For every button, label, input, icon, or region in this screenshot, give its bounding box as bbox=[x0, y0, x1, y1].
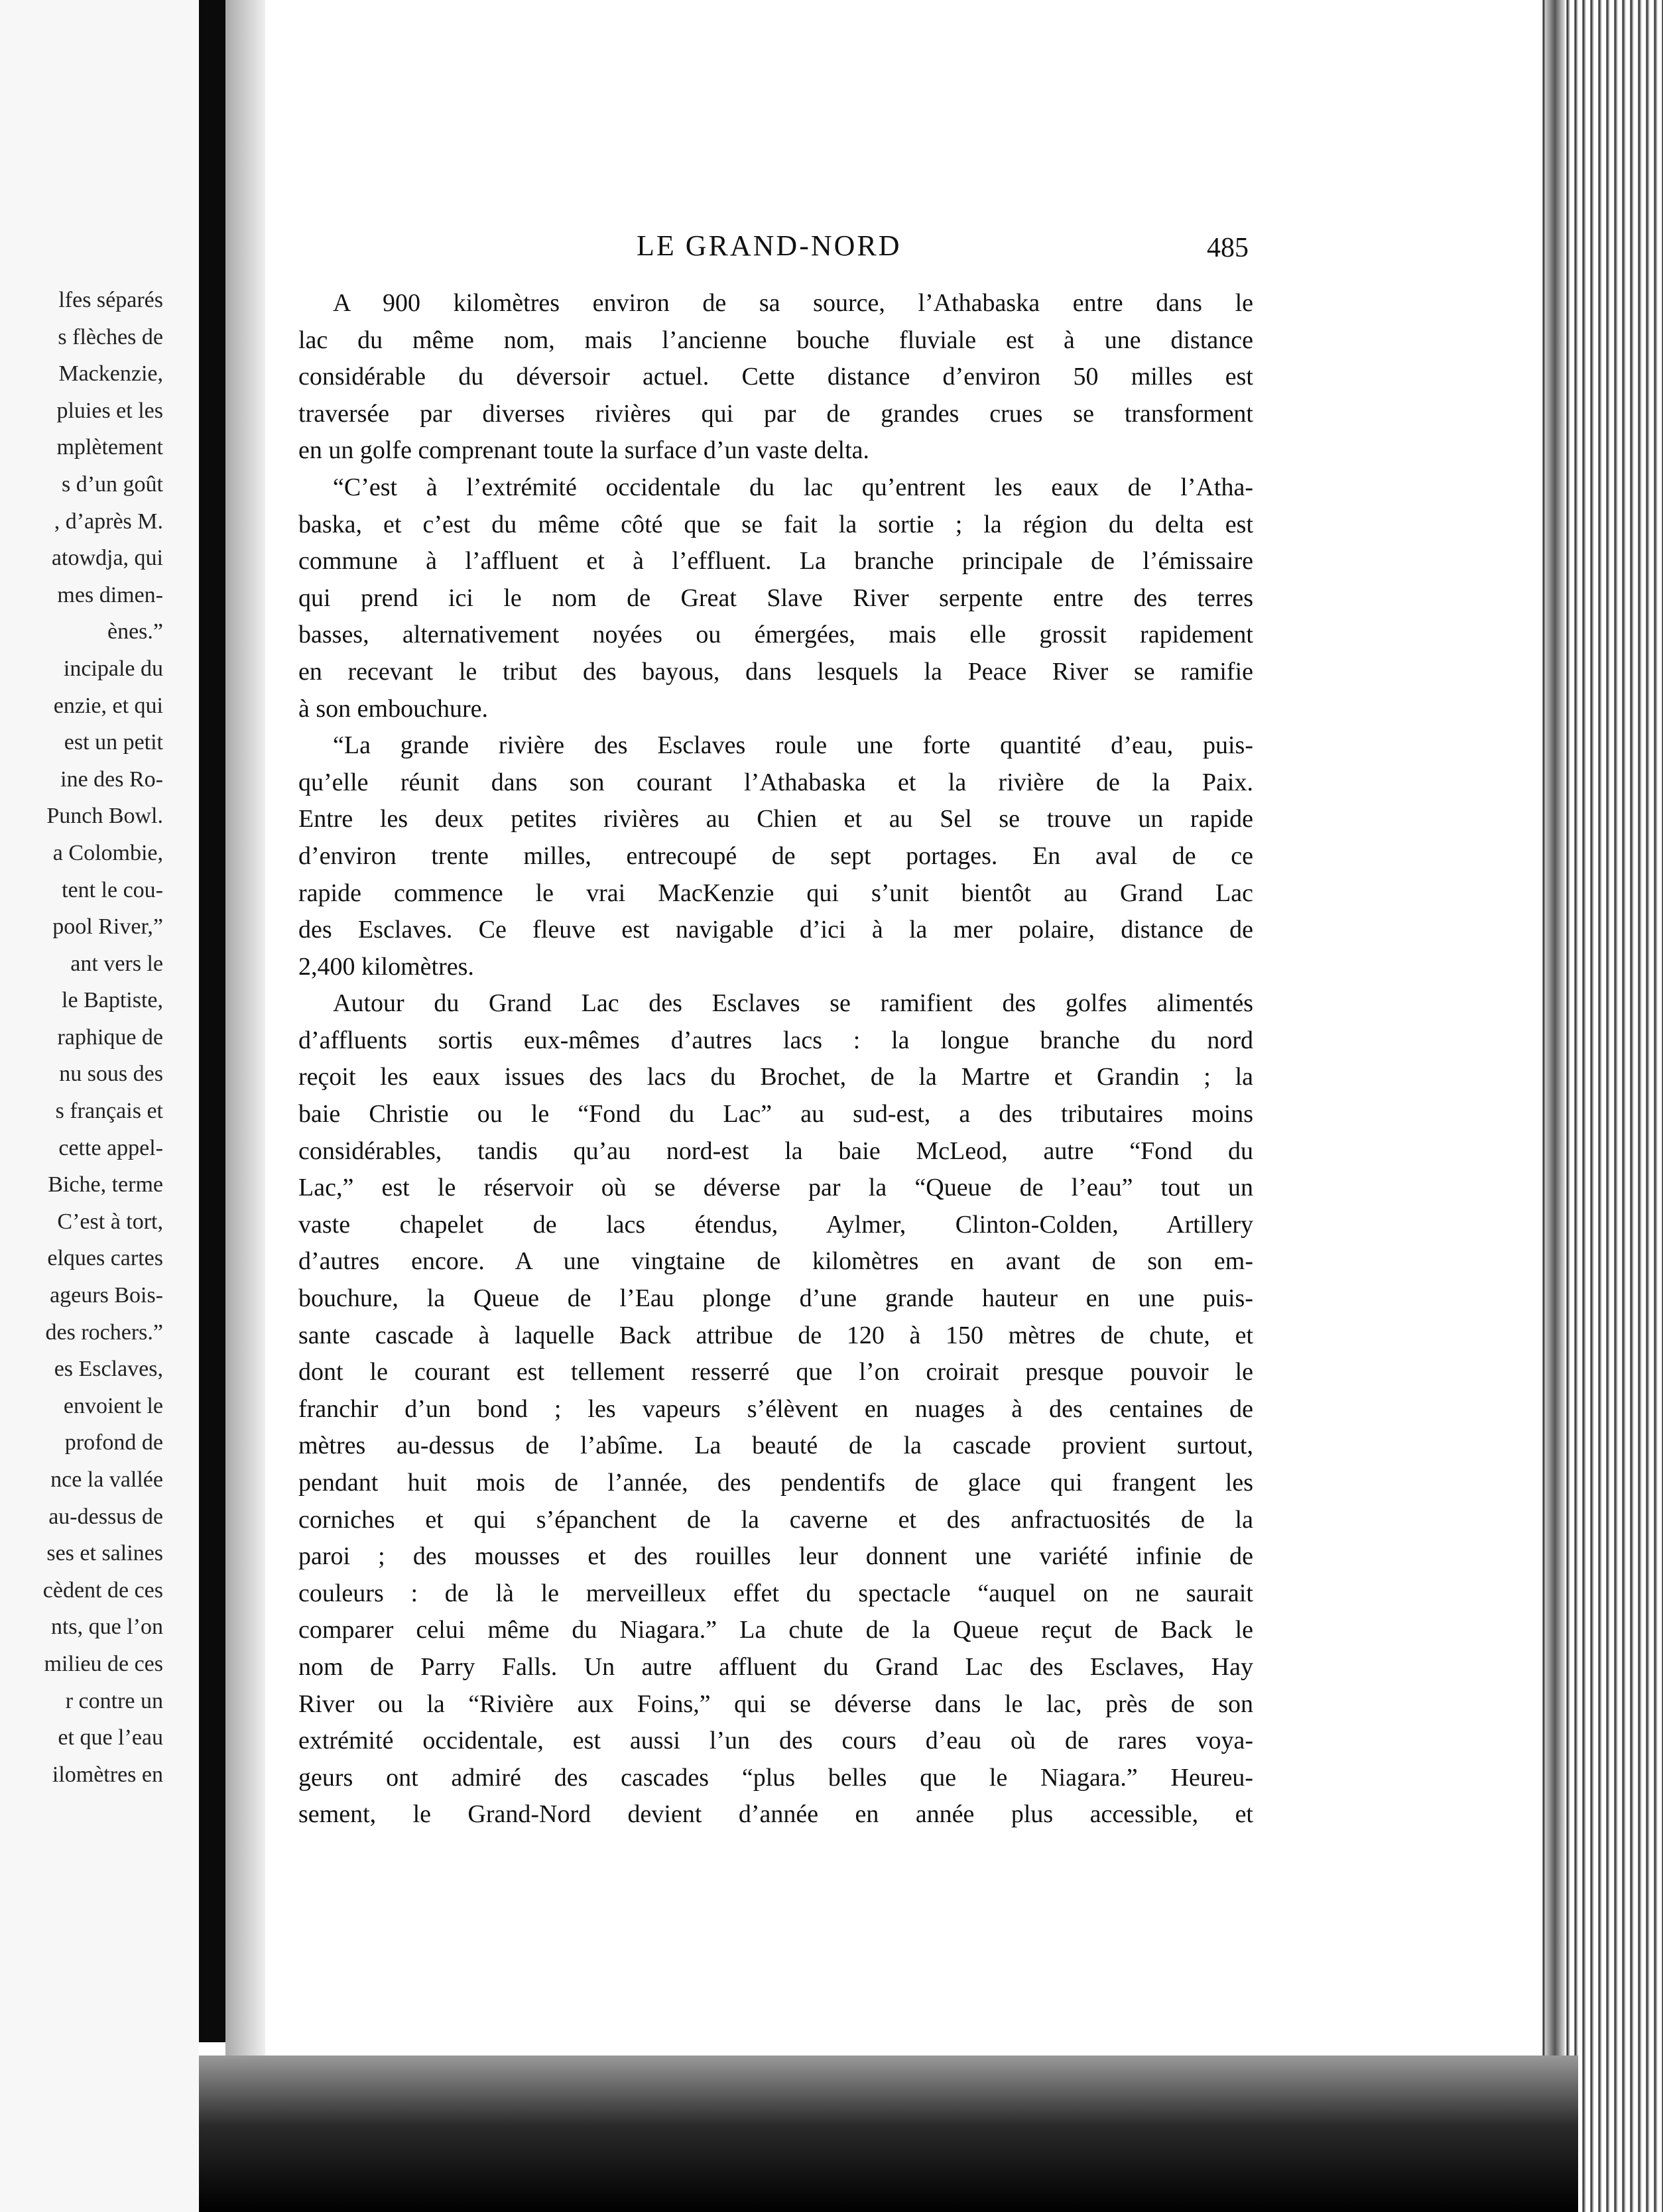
facing-page-line: des rochers.” bbox=[45, 1320, 163, 1345]
body-line: franchir d’un bond ; les vapeurs s’élèvent en nuages à des centaines de bbox=[298, 1394, 1253, 1423]
book-bottom-edge bbox=[199, 2056, 1578, 2212]
body-line: couleurs : de là le merveilleux effet du spectacle “auquel on ne saurait bbox=[298, 1579, 1253, 1607]
facing-page-line: tent le cou- bbox=[62, 877, 163, 902]
facing-page-line: atowdja, qui bbox=[51, 546, 163, 571]
facing-page-line: s français et bbox=[55, 1099, 163, 1124]
facing-page-line: nts, que l’on bbox=[50, 1615, 163, 1640]
body-line: extrémité occidentale, est aussi l’un des cours d’eau où de rares voya- bbox=[298, 1727, 1253, 1755]
body-line: A 900 kilomètres environ de sa source, l’Athabaska entre dans le bbox=[333, 289, 1253, 317]
body-line: paroi ; des mousses et des rouilles leur donnent une variété infinie de bbox=[298, 1542, 1253, 1571]
body-line: baie Christie ou le “Fond du Lac” au sud-est, a des tributaires moins bbox=[298, 1100, 1253, 1129]
facing-page-line: profond de bbox=[64, 1430, 163, 1455]
facing-page-line: Biche, terme bbox=[48, 1172, 163, 1198]
facing-page-line: Punch Bowl. bbox=[46, 804, 163, 829]
body-line: sante cascade à laquelle Back attribue de 120 à 150 mètres de chute, et bbox=[298, 1321, 1253, 1349]
body-line: considérable du déversoir actuel. Cette distance d’environ 50 milles est bbox=[298, 363, 1253, 391]
body-line: lac du même nom, mais l’ancienne bouche fluviale est à une distance bbox=[298, 326, 1253, 354]
body-line: baska, et c’est du même côté que se fait la sortie ; la région du delta est bbox=[298, 510, 1253, 538]
running-head: LE GRAND-NORD bbox=[637, 229, 902, 262]
facing-page-line: milieu de ces bbox=[44, 1651, 163, 1676]
body-line: rapide commence le vrai MacKenzie qui s’unit bientôt au Grand Lac bbox=[298, 879, 1253, 907]
facing-page-line: ine des Ro- bbox=[60, 767, 163, 792]
body-line: commune à l’affluent et à l’effluent. La branche principale de l’émissaire bbox=[298, 547, 1253, 576]
facing-page-line: C’est à tort, bbox=[57, 1209, 163, 1234]
body-line: comparer celui même du Niagara.” La chute de la Queue reçut de Back le bbox=[298, 1616, 1253, 1644]
facing-page-line: ilomètres en bbox=[52, 1762, 163, 1787]
body-line: à son embouchure. bbox=[298, 694, 488, 723]
facing-page-line: ant vers le bbox=[70, 951, 163, 976]
body-line: qui prend ici le nom de Great Slave River serpente entre des terres bbox=[298, 584, 1253, 612]
facing-page-fragment bbox=[0, 0, 199, 2212]
facing-page-line: raphique de bbox=[57, 1024, 163, 1050]
body-line: considérables, tandis qu’au nord-est la baie McLeod, autre “Fond du bbox=[298, 1137, 1253, 1165]
body-line: mètres au-dessus de l’abîme. La beauté de la cascade provient surtout, bbox=[298, 1432, 1253, 1460]
facing-page-line: es Esclaves, bbox=[54, 1357, 163, 1382]
body-line: des Esclaves. Ce fleuve est navigable d’ici à la mer polaire, distance de bbox=[298, 916, 1253, 944]
body-line: d’affluents sortis eux-mêmes d’autres lacs : la longue branche du nord bbox=[298, 1026, 1253, 1054]
body-line: “C’est à l’extrémité occidentale du lac qu’entrent les eaux de l’Atha- bbox=[333, 473, 1253, 501]
body-line: qu’elle réunit dans son courant l’Athabaska et la rivière de la Paix. bbox=[298, 768, 1253, 796]
book-page bbox=[265, 0, 1538, 2056]
facing-page-line: est un petit bbox=[64, 730, 163, 755]
body-line: Autour du Grand Lac des Esclaves se ramifient des golfes alimentés bbox=[333, 989, 1253, 1018]
gutter-shadow bbox=[225, 0, 265, 2122]
facing-page-line: cèdent de ces bbox=[42, 1577, 163, 1603]
facing-page-line: incipale du bbox=[63, 656, 163, 681]
book-gutter bbox=[199, 0, 225, 2042]
body-line: pendant huit mois de l’année, des pendentifs de glace qui frangent les bbox=[298, 1469, 1253, 1497]
facing-page-line: pluies et les bbox=[56, 398, 163, 423]
facing-page-line: nu sous des bbox=[59, 1062, 163, 1087]
facing-page-line: envoient le bbox=[63, 1393, 163, 1418]
facing-page-line: nce la vallée bbox=[50, 1467, 163, 1492]
body-line: en un golfe comprenant toute la surface d’un vaste delta. bbox=[298, 436, 869, 465]
body-line: Lac,” est le réservoir où se déverse par la “Queue de l’eau” tout un bbox=[298, 1174, 1253, 1202]
facing-page-line: Mackenzie, bbox=[58, 361, 163, 387]
page-number: 485 bbox=[1207, 233, 1249, 263]
facing-page-line: ènes.” bbox=[107, 619, 163, 645]
facing-page-line: enzie, et qui bbox=[53, 693, 163, 718]
facing-page-line: a Colombie, bbox=[52, 840, 163, 865]
body-line: River ou la “Rivière aux Foins,” qui se déverse dans le lac, près de son bbox=[298, 1690, 1253, 1718]
facing-page-line: pool River,” bbox=[52, 914, 163, 940]
facing-page-line: , d’après M. bbox=[54, 509, 163, 534]
body-line: sement, le Grand-Nord devient d’année en année plus accessible, et bbox=[298, 1800, 1253, 1829]
facing-page-line: ageurs Bois- bbox=[50, 1283, 163, 1308]
facing-page-line: cette appel- bbox=[58, 1135, 163, 1160]
facing-page-line: s flèches de bbox=[58, 324, 163, 349]
body-line: traversée par diverses rivières qui par de grandes crues se transforment bbox=[298, 399, 1253, 428]
body-line: “La grande rivière des Esclaves roule une forte quantité d’eau, puis- bbox=[333, 731, 1253, 760]
facing-page-line: lfes séparés bbox=[58, 288, 163, 312]
body-line: dont le courant est tellement resserré que l’on croirait presque pouvoir le bbox=[298, 1358, 1253, 1386]
facing-page-line: elques cartes bbox=[47, 1246, 163, 1271]
body-line: vaste chapelet de lacs étendus, Aylmer, Clinton-Colden, Artillery bbox=[298, 1210, 1253, 1239]
facing-page-line: et que l’eau bbox=[58, 1725, 163, 1751]
facing-page-line: mes dimen- bbox=[57, 582, 163, 607]
body-line: reçoit les eaux issues des lacs du Brochet, de la Martre et Grandin ; la bbox=[298, 1063, 1253, 1091]
body-line: Entre les deux petites rivières au Chien et au Sel se trouve un rapide bbox=[298, 805, 1253, 833]
page-stack-shadow bbox=[1545, 0, 1565, 2212]
body-line: d’autres encore. A une vingtaine de kilomètres en avant de son em- bbox=[298, 1247, 1253, 1276]
body-line: geurs ont admiré des cascades “plus belles que le Niagara.” Heureu- bbox=[298, 1763, 1253, 1792]
body-line: nom de Parry Falls. Un autre affluent du Grand Lac des Esclaves, Hay bbox=[298, 1652, 1253, 1681]
body-line: basses, alternativement noyées ou émergées, mais elle grossit rapidement bbox=[298, 621, 1253, 649]
facing-page-line: r contre un bbox=[65, 1688, 163, 1713]
body-line: d’environ trente milles, entrecoupé de sept portages. En aval de ce bbox=[298, 841, 1253, 870]
facing-page-line: ses et salines bbox=[46, 1541, 163, 1566]
facing-page-line: le Baptiste, bbox=[62, 988, 163, 1013]
facing-page-text bbox=[0, 282, 163, 1793]
body-line: en recevant le tribut des bayous, dans lesquels la Peace River se ramifie bbox=[298, 657, 1253, 686]
body-line: bouchure, la Queue de l’Eau plonge d’une grande hauteur en une puis- bbox=[298, 1284, 1253, 1313]
facing-page-line: mplètement bbox=[56, 435, 163, 460]
facing-page-line: s d’un goût bbox=[62, 471, 163, 497]
body-text bbox=[298, 285, 1253, 1833]
body-line: 2,400 kilomètres. bbox=[298, 952, 474, 981]
facing-page-line: au-dessus de bbox=[48, 1504, 163, 1529]
body-line: corniches et qui s’épanchent de la caverne et des anfractuosités de la bbox=[298, 1505, 1253, 1534]
